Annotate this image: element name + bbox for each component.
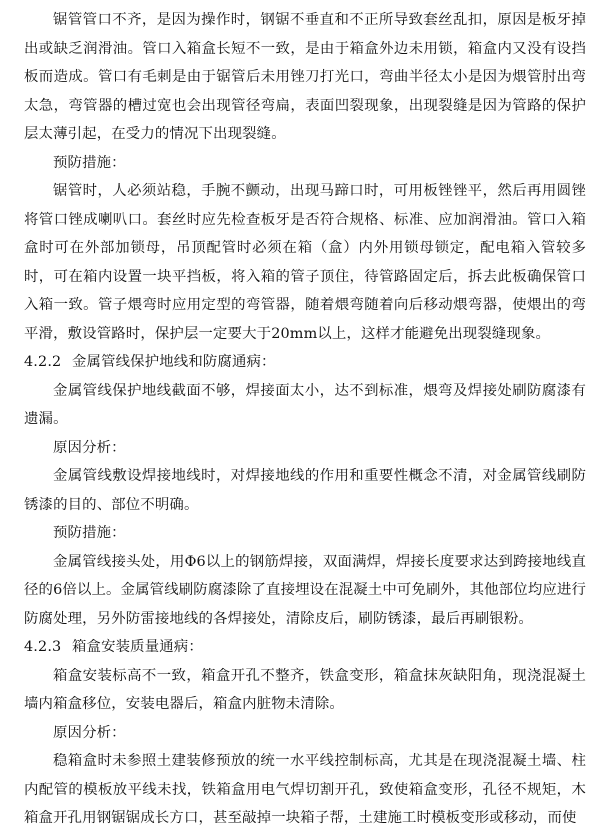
- paragraph-grounding-cause: 金属管线敷设焊接地线时，对焊接地线的作用和重要性概念不清，对金属管线刷防锈漆的目的、部位不明确。: [24, 468, 586, 513]
- label-cause-analysis-1: 原因分析：: [53, 439, 126, 456]
- section-heading-4-2-2: [24, 348, 586, 377]
- document-page: [24, 6, 586, 833]
- paragraph-box-cause: 稳箱盒时未参照土建装修预放的统一水平线控制标高，尤其是在现浇混凝土墙、柱内配管的模板放平线未找，铁箱盒用电气焊切割开孔，致使箱盒变形，孔径不规矩，木箱盒开孔用钢锯锯成长方口，甚至敲掉一块箱子帮，土建施工时模板变形或移动，而使: [24, 753, 586, 826]
- paragraph-cause-pipe-mouth: 锯管管口不齐，是因为操作时，钢锯不垂直和不正所导致套丝乱扣，原因是板牙掉出或缺乏润滑油。管口入箱盒长短不一致，是由于箱盒外边未用锁，箱盒内又没有设挡板而造成。管口有毛刺是由于锯管后未用锉刀打光口，弯曲半径太小是因为煨管肘出弯太急，弯管器的槽过宽也会出现管径弯扁，表面凹裂现象，出现裂缝是因为管路的保护层太薄引起，在受力的情况下出现裂缝。: [24, 12, 586, 142]
- section-title: 箱盒安装质量通病：: [72, 639, 203, 655]
- section-number: 4.2.3: [24, 639, 62, 655]
- section-number: 4.2.2: [24, 354, 62, 370]
- section-heading-4-2-3: [24, 633, 586, 662]
- paragraph-grounding-prevention: 金属管线接头处，用Φ6以上的钢筋焊接，双面满焊，焊接长度要求达到跨接地线直径的6倍以上。金属管线刷防腐漆除了直接埋设在混凝土中可免刷外，其他部位均应进行防腐处理，另外防雷接地线的各焊接处，清除皮后，刷防锈漆，最后再刷银粉。: [24, 553, 586, 627]
- label-cause-analysis-2: 原因分析：: [53, 724, 126, 741]
- label-prevention-2: 预防措施：: [53, 525, 126, 541]
- section-title: 金属管线保护地线和防腐通病：: [72, 354, 276, 370]
- paragraph-box-issue: 箱盒安装标高不一致，箱盒开孔不整齐，铁盒变形，箱盒抹灰缺阳角，现浇混凝土墙内箱盒移位，安装电器后，箱盒内脏物未清除。: [24, 667, 586, 712]
- paragraph-prevention-pipe: 锯管时，人必须站稳，手腕不颤动，出现马蹄口时，可用板锉锉平，然后再用圆锉将管口锉成喇叭口。套丝时应先检查板牙是否符合规格、标准、应加润滑油。管口入箱盒时可在外部加锁母，吊顶配管时必须在箱（盒）内外用锁母锁定，配电箱入管较多时，可在箱内设置一块平挡板，将入箱的管子顶住，待管路固定后，拆去此板确保管口入箱一致。管子煨弯时应用定型的弯管器，随着煨弯随着向后移动煨弯器，使煨出的弯平滑，敷设管路时，保护层一定要大于20mm以上，这样才能避免出现裂缝现象。: [24, 183, 586, 342]
- paragraph-grounding-issue: 金属管线保护地线截面不够，焊接面太小，达不到标准，煨弯及焊接处刷防腐漆有遗漏。: [24, 382, 586, 427]
- label-prevention-1: 预防措施：: [53, 154, 126, 171]
